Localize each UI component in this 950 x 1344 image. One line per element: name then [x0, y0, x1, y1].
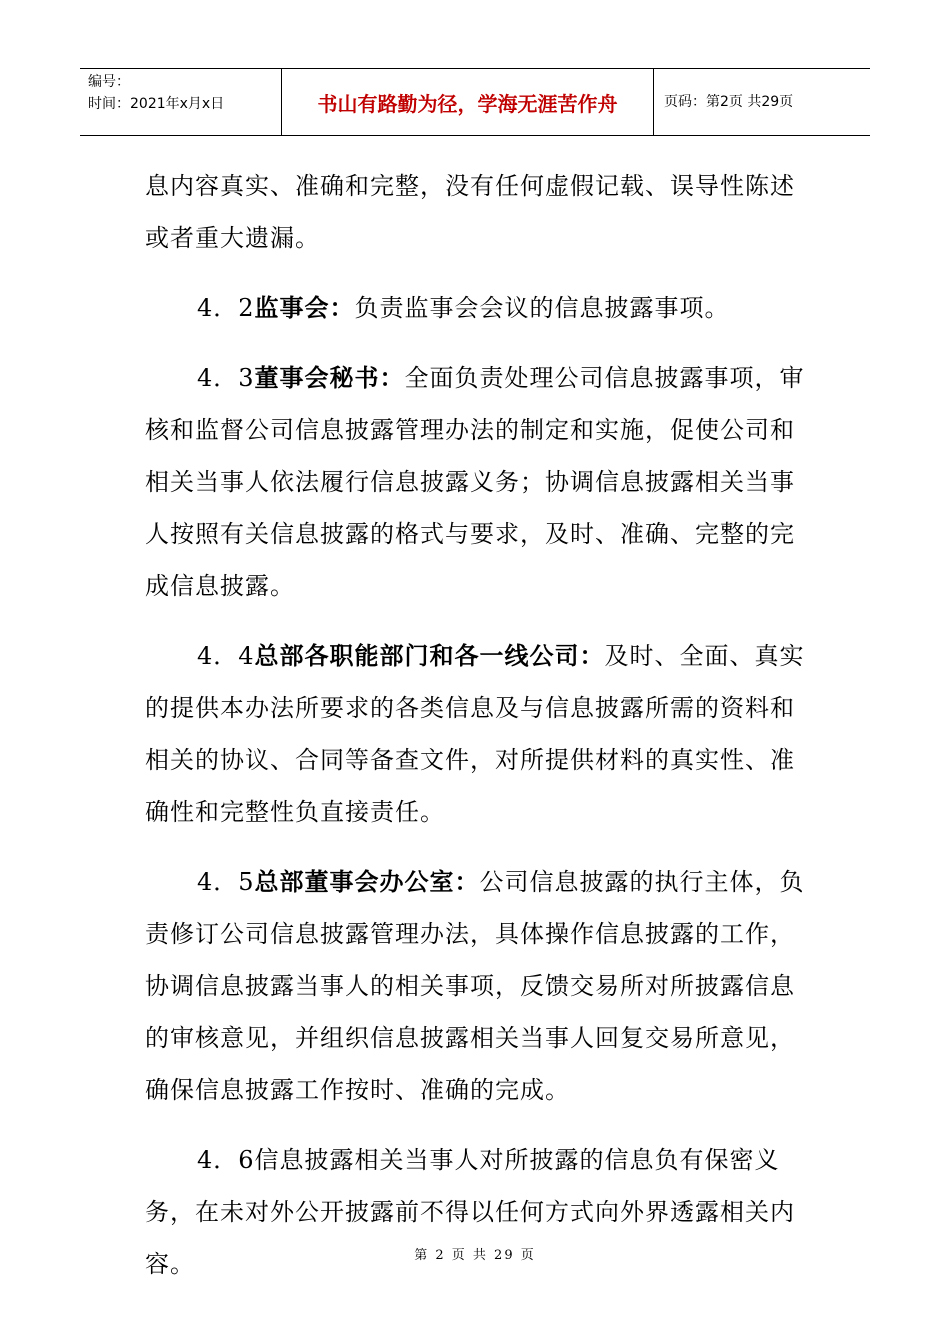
clause-number: 4．4: [197, 642, 255, 670]
paragraph-text: 及时、全面、真实的提供本办法所要求的各类信息及与信息披露所需的资料和相关的协议、合同等备查文件，对所提供材料的真实性、准确性和完整性负直接责任。: [145, 642, 805, 826]
document-time-label: 时间：2021年x月x日: [88, 96, 225, 112]
clause-heading: 总部董事会办公室：: [254, 867, 480, 896]
page-header: [80, 68, 870, 136]
paragraph-continued: [145, 160, 810, 264]
paragraph-4-6: [145, 1134, 810, 1290]
paragraph-4-3: [145, 352, 810, 612]
paragraph-text: 公司信息披露的执行主体，负责修订公司信息披露管理办法，具体操作信息披露的工作，协调信息披露当事人的相关事项，反馈交易所对所披露信息的审核意见，并组织信息披露相关当事人回复交易所意见，确保信息披露工作按时、准确的完成。: [145, 868, 805, 1104]
document-body: [145, 160, 810, 1308]
header-meta: [80, 69, 282, 135]
paragraph-text: 负责监事会会议的信息披露事项。: [354, 294, 730, 322]
paragraph-text: 信息披露相关当事人对所披露的信息负有保密义务，在未对外公开披露前不得以任何方式向外界透露相关内容。: [145, 1146, 795, 1278]
header-page-cell: [654, 69, 870, 135]
paragraph-4-2: [145, 282, 810, 334]
clause-number: 4．2: [197, 294, 255, 322]
clause-heading: 监事会：: [254, 293, 355, 322]
clause-number: 4．5: [197, 868, 255, 896]
paragraph-4-4: [145, 630, 810, 838]
header-motto: 书山有路勤为径，学海无涯苦作舟: [317, 91, 618, 116]
document-number-label: 编号：: [88, 74, 130, 90]
clause-number: 4．3: [197, 364, 255, 392]
paragraph-text: 息内容真实、准确和完整，没有任何虚假记载、误导性陈述或者重大遗漏。: [145, 172, 795, 252]
clause-heading: 总部各职能部门和各一线公司：: [254, 641, 605, 670]
header-page-info: 页码：第2页 共29页: [664, 94, 794, 110]
page-footer: 第 2 页 共 29 页: [414, 1248, 536, 1263]
paragraph-4-5: [145, 856, 810, 1116]
header-motto-cell: [282, 69, 654, 135]
paragraph-text: 全面负责处理公司信息披露事项，审核和监督公司信息披露管理办法的制定和实施，促使公司和相关当事人依法履行信息披露义务；协调信息披露相关当事人按照有关信息披露的格式与要求，及时、准确、完整的完成信息披露。: [145, 364, 805, 600]
clause-number: 4．6: [197, 1146, 255, 1174]
clause-heading: 董事会秘书：: [254, 363, 405, 392]
